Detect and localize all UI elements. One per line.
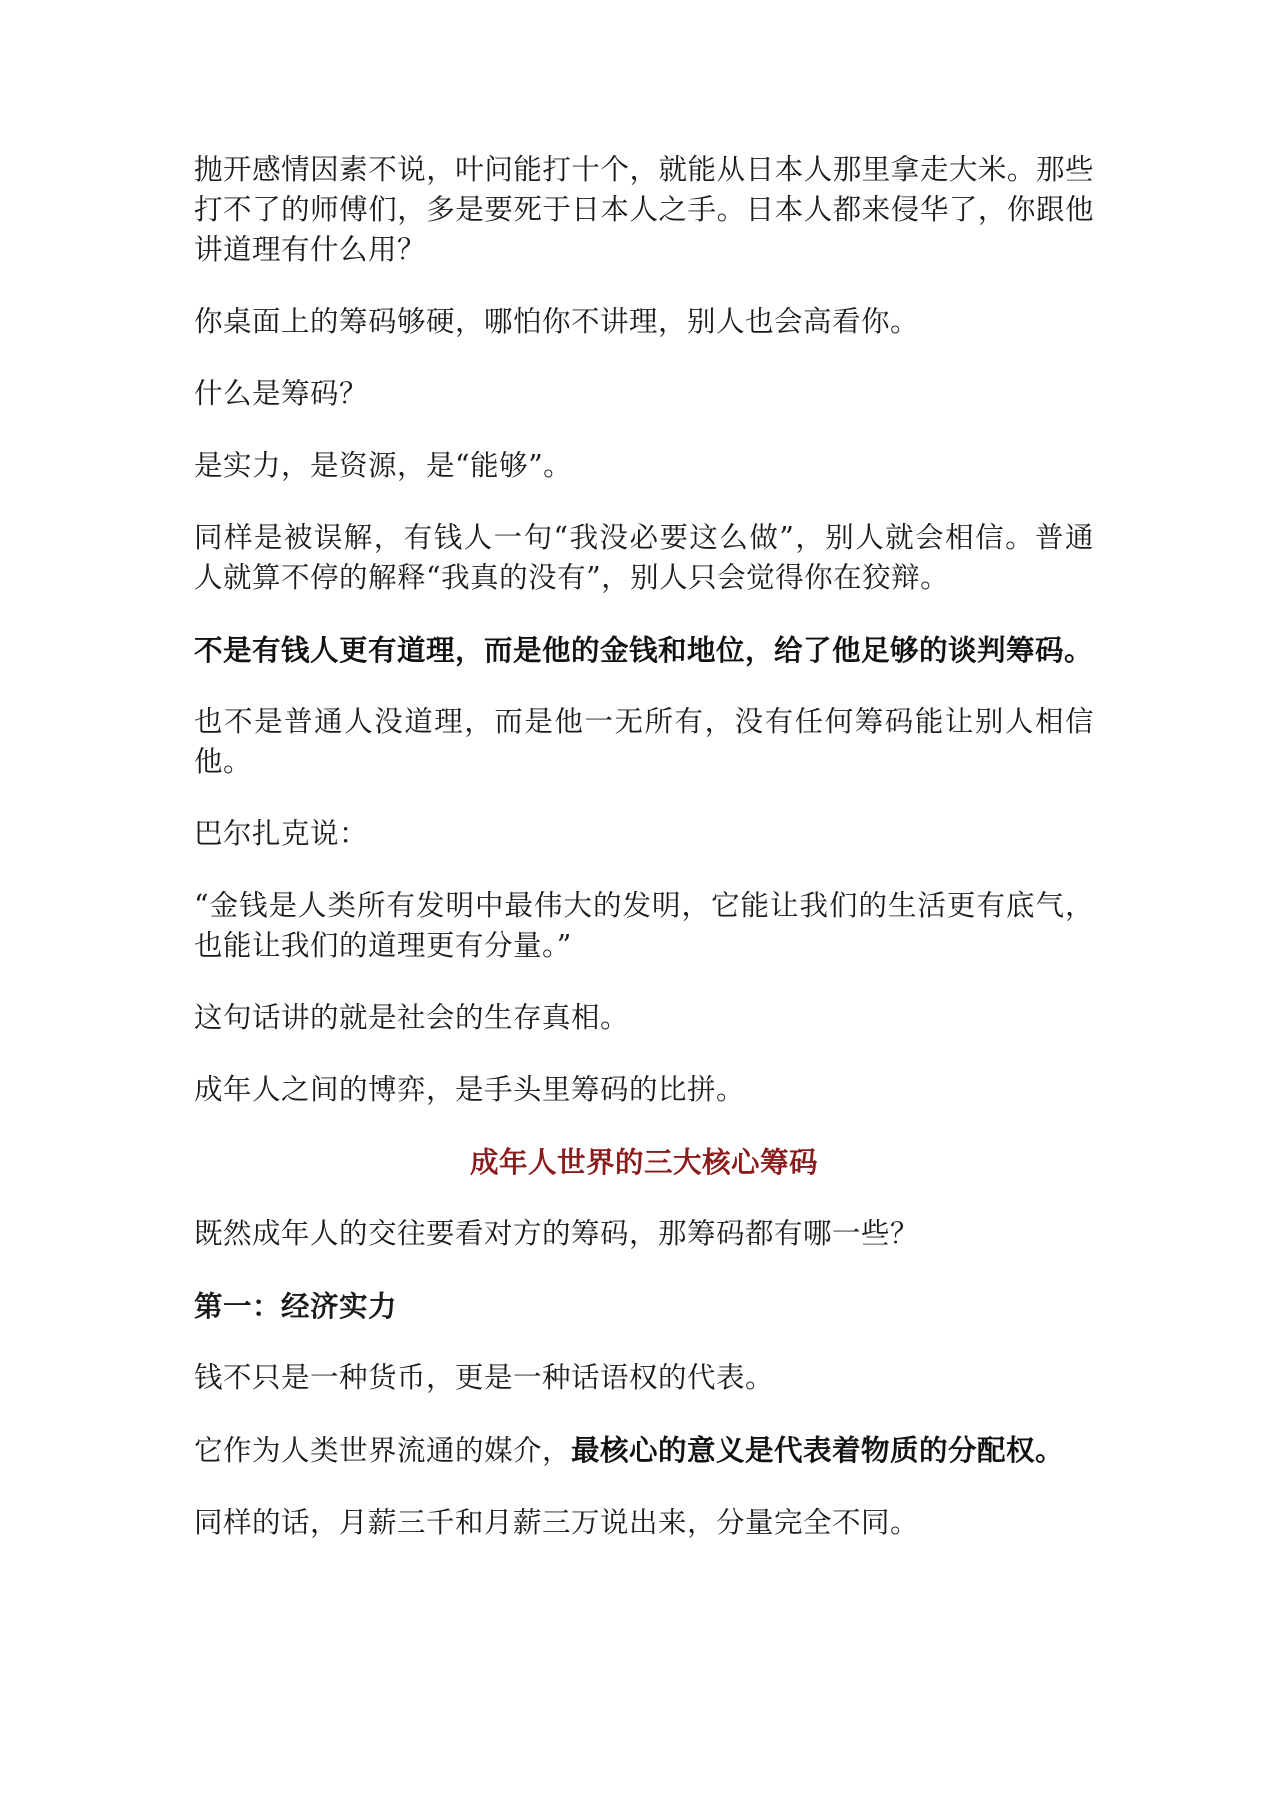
paragraph-14-bold: 最核心的意义是代表着物质的分配权。 bbox=[571, 1433, 1065, 1467]
paragraph-7: 也不是普通人没道理，而是他一无所有，没有任何筹码能让别人相信他。 bbox=[194, 705, 1094, 778]
paragraph-13: 钱不只是一种货币，更是一种话语权的代表。 bbox=[194, 1361, 775, 1394]
paragraph-3: 什么是筹码？ bbox=[194, 377, 369, 410]
paragraph-6-bold: 不是有钱人更有道理，而是他的金钱和地位，给了他足够的谈判筹码。 bbox=[194, 633, 1094, 667]
quote-paragraph: “金钱是人类所有发明中最伟大的发明，它能让我们的生活更有底气，也能让我们的道理更有分量。” bbox=[194, 889, 1094, 962]
paragraph-2: 你桌面上的筹码够硬，哪怕你不讲理，别人也会高看你。 bbox=[194, 305, 920, 338]
paragraph-15: 同样的话，月薪三千和月薪三万说出来，分量完全不同。 bbox=[194, 1506, 920, 1539]
subheading-economic-strength: 第一：经济实力 bbox=[194, 1289, 398, 1323]
paragraph-11: 成年人之间的博弈，是手头里筹码的比拼。 bbox=[194, 1073, 746, 1106]
section-heading: 成年人世界的三大核心筹码 bbox=[469, 1145, 818, 1179]
paragraph-12: 既然成年人的交往要看对方的筹码，那筹码都有哪一些？ bbox=[194, 1217, 920, 1250]
paragraph-5: 同样是被误解，有钱人一句“我没必要这么做”，别人就会相信。普通人就算不停的解释“我真的没有”，别人只会觉得你在狡辩。 bbox=[194, 521, 1094, 594]
paragraph-1: 抛开感情因素不说，叶问能打十个，就能从日本人那里拿走大米。那些打不了的师傅们，多是要死于日本人之手。日本人都来侵华了，你跟他讲道理有什么用？ bbox=[194, 153, 1094, 266]
paragraph-14 bbox=[194, 1430, 1094, 1471]
paragraph-14-plain: 它作为人类世界流通的媒介， bbox=[194, 1434, 572, 1467]
paragraph-4: 是实力，是资源，是“能够”。 bbox=[194, 449, 573, 482]
paragraph-8: 巴尔扎克说： bbox=[194, 817, 369, 850]
paragraph-10: 这句话讲的就是社会的生存真相。 bbox=[194, 1001, 630, 1034]
document-page bbox=[194, 150, 1094, 1575]
